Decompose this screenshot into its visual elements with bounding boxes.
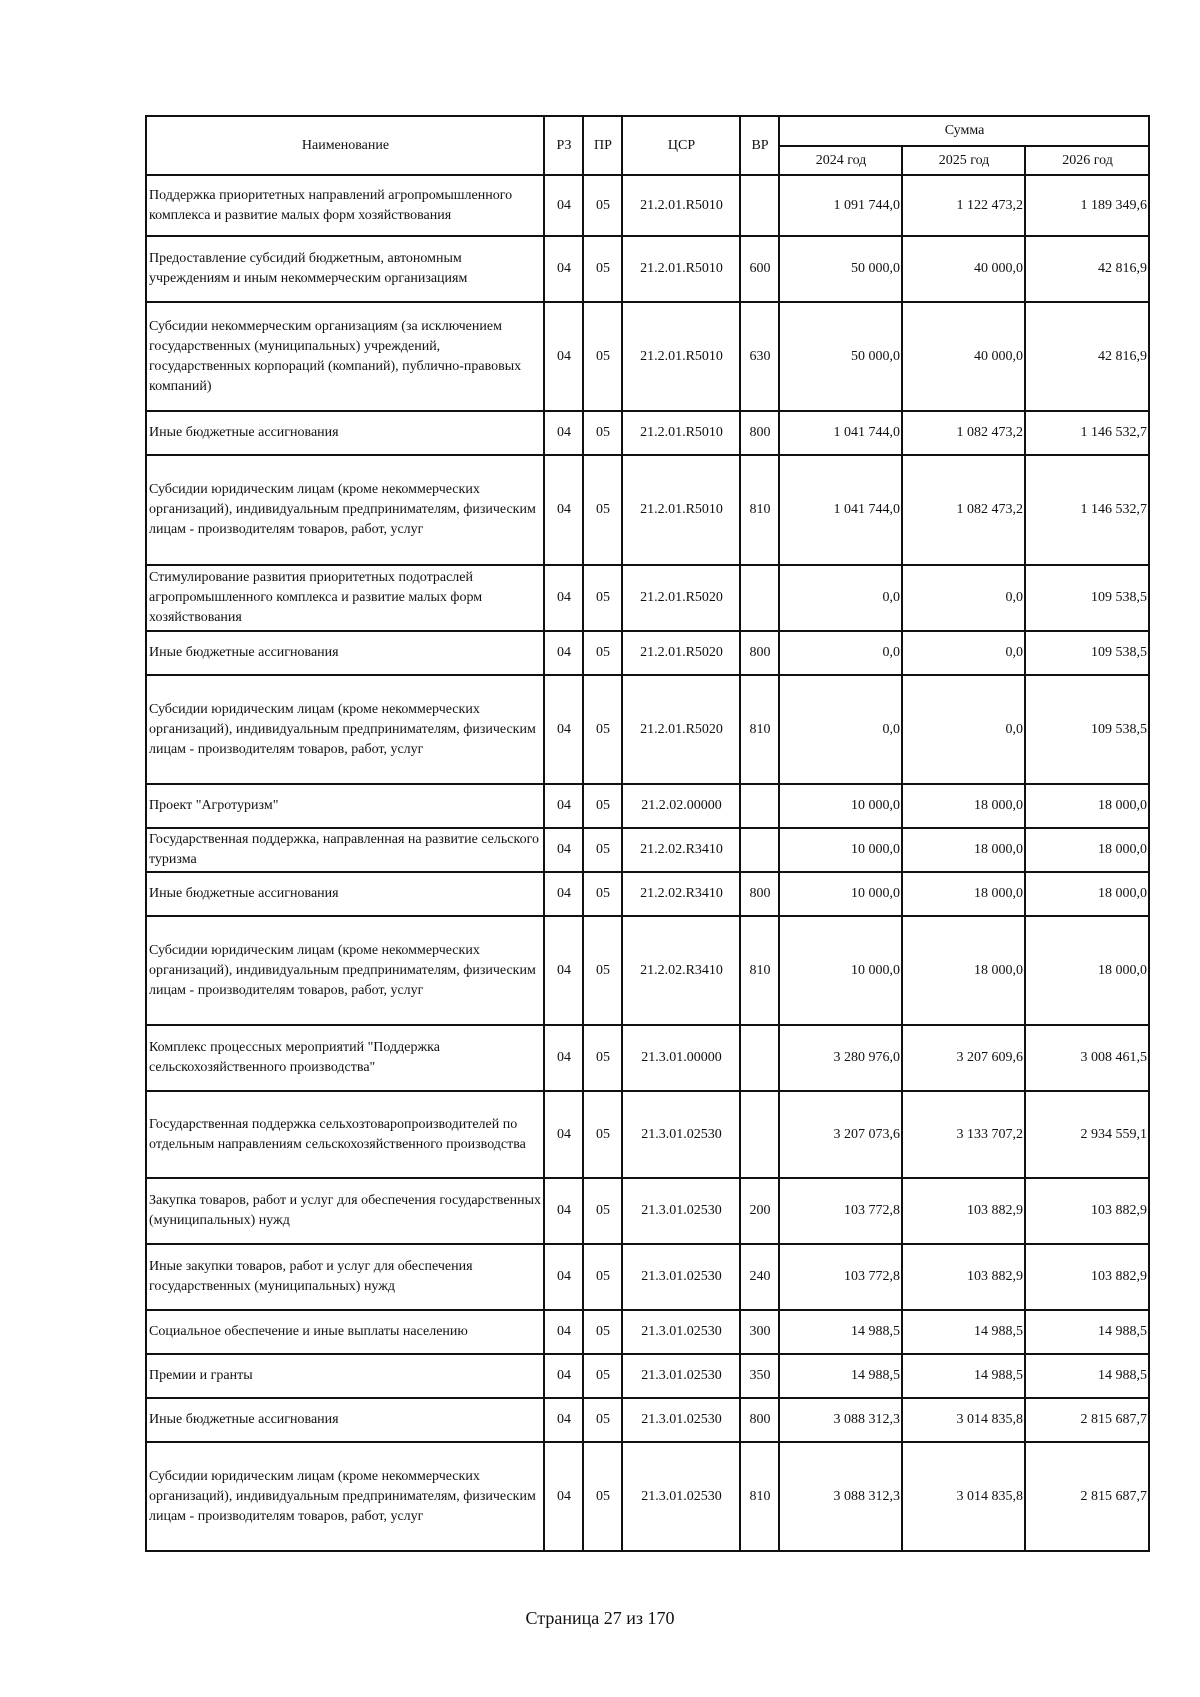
cell-csr: 21.2.02.00000 bbox=[622, 784, 740, 828]
table-row bbox=[146, 1091, 1149, 1178]
cell-sum-2025: 40 000,0 bbox=[902, 236, 1025, 302]
cell-name: Субсидии юридическим лицам (кроме некоммерческих организаций), индивидуальным предпринимателям, физическим лицам - производителям товаров, работ, услуг bbox=[146, 1442, 544, 1551]
table-row bbox=[146, 872, 1149, 916]
cell-sum-2024: 50 000,0 bbox=[779, 302, 902, 411]
table-row bbox=[146, 828, 1149, 872]
cell-sum-2024: 3 088 312,3 bbox=[779, 1442, 902, 1551]
cell-sum-2024: 3 280 976,0 bbox=[779, 1025, 902, 1091]
cell-csr: 21.3.01.02530 bbox=[622, 1354, 740, 1398]
cell-vr: 350 bbox=[740, 1354, 779, 1398]
cell-sum-2024: 103 772,8 bbox=[779, 1178, 902, 1244]
cell-csr: 21.3.01.02530 bbox=[622, 1178, 740, 1244]
cell-csr: 21.2.02.R3410 bbox=[622, 828, 740, 872]
cell-csr: 21.2.01.R5020 bbox=[622, 565, 740, 631]
cell-vr bbox=[740, 1091, 779, 1178]
cell-sum-2026: 14 988,5 bbox=[1025, 1354, 1149, 1398]
table-row bbox=[146, 1244, 1149, 1310]
cell-sum-2026: 42 816,9 bbox=[1025, 236, 1149, 302]
cell-pr: 05 bbox=[583, 675, 622, 784]
cell-sum-2025: 3 014 835,8 bbox=[902, 1398, 1025, 1442]
cell-name: Иные бюджетные ассигнования bbox=[146, 872, 544, 916]
cell-rz: 04 bbox=[544, 1025, 583, 1091]
table-row bbox=[146, 1354, 1149, 1398]
cell-sum-2026: 2 815 687,7 bbox=[1025, 1398, 1149, 1442]
budget-table bbox=[145, 115, 1150, 1552]
table-row bbox=[146, 1310, 1149, 1354]
cell-csr: 21.2.01.R5010 bbox=[622, 175, 740, 236]
cell-sum-2025: 3 207 609,6 bbox=[902, 1025, 1025, 1091]
cell-name: Проект "Агротуризм" bbox=[146, 784, 544, 828]
table-row bbox=[146, 411, 1149, 455]
table-row bbox=[146, 1025, 1149, 1091]
header-csr: ЦСР bbox=[622, 116, 740, 175]
header-name: Наименование bbox=[146, 116, 544, 175]
cell-vr: 240 bbox=[740, 1244, 779, 1310]
cell-rz: 04 bbox=[544, 565, 583, 631]
cell-sum-2025: 1 122 473,2 bbox=[902, 175, 1025, 236]
cell-pr: 05 bbox=[583, 784, 622, 828]
cell-rz: 04 bbox=[544, 872, 583, 916]
cell-pr: 05 bbox=[583, 236, 622, 302]
cell-pr: 05 bbox=[583, 1025, 622, 1091]
cell-pr: 05 bbox=[583, 1442, 622, 1551]
cell-sum-2025: 40 000,0 bbox=[902, 302, 1025, 411]
cell-pr: 05 bbox=[583, 1354, 622, 1398]
cell-csr: 21.2.01.R5010 bbox=[622, 302, 740, 411]
cell-sum-2025: 14 988,5 bbox=[902, 1354, 1025, 1398]
cell-sum-2024: 1 091 744,0 bbox=[779, 175, 902, 236]
cell-sum-2024: 14 988,5 bbox=[779, 1354, 902, 1398]
cell-name: Социальное обеспечение и иные выплаты населению bbox=[146, 1310, 544, 1354]
cell-rz: 04 bbox=[544, 302, 583, 411]
cell-name: Субсидии юридическим лицам (кроме некоммерческих организаций), индивидуальным предпринимателям, физическим лицам - производителям товаров, работ, услуг bbox=[146, 916, 544, 1025]
cell-pr: 05 bbox=[583, 916, 622, 1025]
table-row bbox=[146, 675, 1149, 784]
cell-rz: 04 bbox=[544, 1310, 583, 1354]
cell-pr: 05 bbox=[583, 1091, 622, 1178]
table-row bbox=[146, 302, 1149, 411]
table-row bbox=[146, 1398, 1149, 1442]
table-row bbox=[146, 565, 1149, 631]
cell-name: Иные бюджетные ассигнования bbox=[146, 1398, 544, 1442]
cell-sum-2026: 103 882,9 bbox=[1025, 1178, 1149, 1244]
cell-pr: 05 bbox=[583, 1178, 622, 1244]
cell-sum-2026: 1 189 349,6 bbox=[1025, 175, 1149, 236]
cell-name: Субсидии некоммерческим организациям (за исключением государственных (муниципальных) учреждений, государственных корпораций (компаний), публично-правовых компаний) bbox=[146, 302, 544, 411]
cell-csr: 21.2.01.R5010 bbox=[622, 455, 740, 565]
cell-name: Иные бюджетные ассигнования bbox=[146, 631, 544, 675]
header-row-top bbox=[146, 116, 1149, 146]
cell-sum-2026: 18 000,0 bbox=[1025, 784, 1149, 828]
cell-rz: 04 bbox=[544, 1244, 583, 1310]
cell-sum-2024: 50 000,0 bbox=[779, 236, 902, 302]
cell-sum-2026: 109 538,5 bbox=[1025, 631, 1149, 675]
cell-csr: 21.3.01.02530 bbox=[622, 1244, 740, 1310]
cell-csr: 21.3.01.02530 bbox=[622, 1442, 740, 1551]
cell-sum-2024: 3 207 073,6 bbox=[779, 1091, 902, 1178]
cell-sum-2026: 2 815 687,7 bbox=[1025, 1442, 1149, 1551]
cell-csr: 21.3.01.00000 bbox=[622, 1025, 740, 1091]
table-row bbox=[146, 1442, 1149, 1551]
cell-rz: 04 bbox=[544, 236, 583, 302]
cell-pr: 05 bbox=[583, 1398, 622, 1442]
cell-pr: 05 bbox=[583, 872, 622, 916]
table-row bbox=[146, 1178, 1149, 1244]
cell-rz: 04 bbox=[544, 1091, 583, 1178]
cell-sum-2025: 14 988,5 bbox=[902, 1310, 1025, 1354]
cell-name: Закупка товаров, работ и услуг для обеспечения государственных (муниципальных) нужд bbox=[146, 1178, 544, 1244]
cell-csr: 21.2.02.R3410 bbox=[622, 916, 740, 1025]
cell-name: Премии и гранты bbox=[146, 1354, 544, 1398]
cell-csr: 21.3.01.02530 bbox=[622, 1310, 740, 1354]
cell-sum-2025: 103 882,9 bbox=[902, 1244, 1025, 1310]
cell-rz: 04 bbox=[544, 411, 583, 455]
cell-vr bbox=[740, 1025, 779, 1091]
cell-sum-2025: 0,0 bbox=[902, 631, 1025, 675]
cell-sum-2025: 0,0 bbox=[902, 675, 1025, 784]
cell-pr: 05 bbox=[583, 631, 622, 675]
cell-sum-2025: 18 000,0 bbox=[902, 916, 1025, 1025]
cell-sum-2024: 10 000,0 bbox=[779, 828, 902, 872]
table-row bbox=[146, 784, 1149, 828]
cell-sum-2024: 103 772,8 bbox=[779, 1244, 902, 1310]
cell-sum-2025: 103 882,9 bbox=[902, 1178, 1025, 1244]
cell-sum-2025: 3 014 835,8 bbox=[902, 1442, 1025, 1551]
table-row bbox=[146, 916, 1149, 1025]
cell-sum-2024: 10 000,0 bbox=[779, 784, 902, 828]
header-vr: ВР bbox=[740, 116, 779, 175]
cell-sum-2025: 1 082 473,2 bbox=[902, 455, 1025, 565]
cell-csr: 21.2.01.R5020 bbox=[622, 631, 740, 675]
cell-pr: 05 bbox=[583, 1310, 622, 1354]
cell-pr: 05 bbox=[583, 1244, 622, 1310]
cell-rz: 04 bbox=[544, 455, 583, 565]
cell-sum-2026: 109 538,5 bbox=[1025, 565, 1149, 631]
cell-pr: 05 bbox=[583, 302, 622, 411]
cell-name: Иные закупки товаров, работ и услуг для обеспечения государственных (муниципальных) нужд bbox=[146, 1244, 544, 1310]
cell-sum-2026: 2 934 559,1 bbox=[1025, 1091, 1149, 1178]
cell-sum-2024: 3 088 312,3 bbox=[779, 1398, 902, 1442]
cell-csr: 21.2.01.R5010 bbox=[622, 236, 740, 302]
cell-name: Государственная поддержка сельхозтоваропроизводителей по отдельным направлениям сельскохозяйственного производства bbox=[146, 1091, 544, 1178]
cell-sum-2026: 109 538,5 bbox=[1025, 675, 1149, 784]
cell-vr: 810 bbox=[740, 916, 779, 1025]
cell-pr: 05 bbox=[583, 828, 622, 872]
cell-sum-2026: 18 000,0 bbox=[1025, 872, 1149, 916]
cell-sum-2024: 1 041 744,0 bbox=[779, 411, 902, 455]
cell-csr: 21.2.02.R3410 bbox=[622, 872, 740, 916]
header-year-2024: 2024 год bbox=[779, 146, 902, 175]
page-number: Страница 27 из 170 bbox=[525, 1608, 675, 1628]
cell-pr: 05 bbox=[583, 455, 622, 565]
cell-sum-2025: 18 000,0 bbox=[902, 828, 1025, 872]
table-row bbox=[146, 236, 1149, 302]
cell-name: Поддержка приоритетных направлений агропромышленного комплекса и развитие малых форм хозяйствования bbox=[146, 175, 544, 236]
cell-name: Стимулирование развития приоритетных подотраслей агропромышленного комплекса и развитие малых форм хозяйствования bbox=[146, 565, 544, 631]
cell-csr: 21.3.01.02530 bbox=[622, 1398, 740, 1442]
cell-sum-2026: 103 882,9 bbox=[1025, 1244, 1149, 1310]
cell-vr: 800 bbox=[740, 411, 779, 455]
cell-rz: 04 bbox=[544, 1442, 583, 1551]
cell-sum-2024: 0,0 bbox=[779, 675, 902, 784]
cell-vr bbox=[740, 828, 779, 872]
cell-name: Комплекс процессных мероприятий "Поддержка сельскохозяйственного производства" bbox=[146, 1025, 544, 1091]
cell-sum-2025: 3 133 707,2 bbox=[902, 1091, 1025, 1178]
cell-name: Субсидии юридическим лицам (кроме некоммерческих организаций), индивидуальным предпринимателям, физическим лицам - производителям товаров, работ, услуг bbox=[146, 455, 544, 565]
cell-rz: 04 bbox=[544, 1178, 583, 1244]
cell-sum-2024: 14 988,5 bbox=[779, 1310, 902, 1354]
cell-sum-2024: 10 000,0 bbox=[779, 872, 902, 916]
cell-pr: 05 bbox=[583, 411, 622, 455]
cell-vr: 800 bbox=[740, 872, 779, 916]
header-pr: ПР bbox=[583, 116, 622, 175]
header-rz: РЗ bbox=[544, 116, 583, 175]
cell-vr: 600 bbox=[740, 236, 779, 302]
cell-name: Иные бюджетные ассигнования bbox=[146, 411, 544, 455]
cell-name: Субсидии юридическим лицам (кроме некоммерческих организаций), индивидуальным предпринимателям, физическим лицам - производителям товаров, работ, услуг bbox=[146, 675, 544, 784]
cell-vr bbox=[740, 565, 779, 631]
cell-sum-2026: 3 008 461,5 bbox=[1025, 1025, 1149, 1091]
cell-sum-2025: 1 082 473,2 bbox=[902, 411, 1025, 455]
cell-rz: 04 bbox=[544, 784, 583, 828]
cell-sum-2025: 0,0 bbox=[902, 565, 1025, 631]
cell-sum-2024: 0,0 bbox=[779, 565, 902, 631]
cell-rz: 04 bbox=[544, 1354, 583, 1398]
cell-vr: 800 bbox=[740, 631, 779, 675]
cell-sum-2025: 18 000,0 bbox=[902, 872, 1025, 916]
cell-vr: 200 bbox=[740, 1178, 779, 1244]
table-row bbox=[146, 631, 1149, 675]
cell-vr: 810 bbox=[740, 455, 779, 565]
header-year-2025: 2025 год bbox=[902, 146, 1025, 175]
cell-sum-2026: 1 146 532,7 bbox=[1025, 411, 1149, 455]
cell-name: Предоставление субсидий бюджетным, автономным учреждениям и иным некоммерческим организациям bbox=[146, 236, 544, 302]
cell-sum-2026: 18 000,0 bbox=[1025, 916, 1149, 1025]
table-row bbox=[146, 175, 1149, 236]
cell-sum-2026: 42 816,9 bbox=[1025, 302, 1149, 411]
table-row bbox=[146, 455, 1149, 565]
cell-rz: 04 bbox=[544, 175, 583, 236]
cell-rz: 04 bbox=[544, 828, 583, 872]
cell-sum-2024: 10 000,0 bbox=[779, 916, 902, 1025]
cell-rz: 04 bbox=[544, 675, 583, 784]
cell-vr bbox=[740, 784, 779, 828]
cell-sum-2024: 0,0 bbox=[779, 631, 902, 675]
cell-sum-2024: 1 041 744,0 bbox=[779, 455, 902, 565]
cell-sum-2026: 14 988,5 bbox=[1025, 1310, 1149, 1354]
cell-sum-2026: 1 146 532,7 bbox=[1025, 455, 1149, 565]
cell-csr: 21.2.01.R5020 bbox=[622, 675, 740, 784]
cell-rz: 04 bbox=[544, 1398, 583, 1442]
cell-pr: 05 bbox=[583, 175, 622, 236]
cell-vr: 300 bbox=[740, 1310, 779, 1354]
cell-csr: 21.3.01.02530 bbox=[622, 1091, 740, 1178]
cell-sum-2026: 18 000,0 bbox=[1025, 828, 1149, 872]
cell-sum-2025: 18 000,0 bbox=[902, 784, 1025, 828]
table-body bbox=[146, 175, 1149, 1551]
header-sum: Сумма bbox=[779, 116, 1149, 146]
header-year-2026: 2026 год bbox=[1025, 146, 1149, 175]
cell-csr: 21.2.01.R5010 bbox=[622, 411, 740, 455]
cell-vr: 810 bbox=[740, 1442, 779, 1551]
cell-vr: 800 bbox=[740, 1398, 779, 1442]
cell-vr: 630 bbox=[740, 302, 779, 411]
cell-name: Государственная поддержка, направленная на развитие сельского туризма bbox=[146, 828, 544, 872]
cell-pr: 05 bbox=[583, 565, 622, 631]
cell-vr bbox=[740, 175, 779, 236]
cell-rz: 04 bbox=[544, 916, 583, 1025]
cell-vr: 810 bbox=[740, 675, 779, 784]
cell-rz: 04 bbox=[544, 631, 583, 675]
